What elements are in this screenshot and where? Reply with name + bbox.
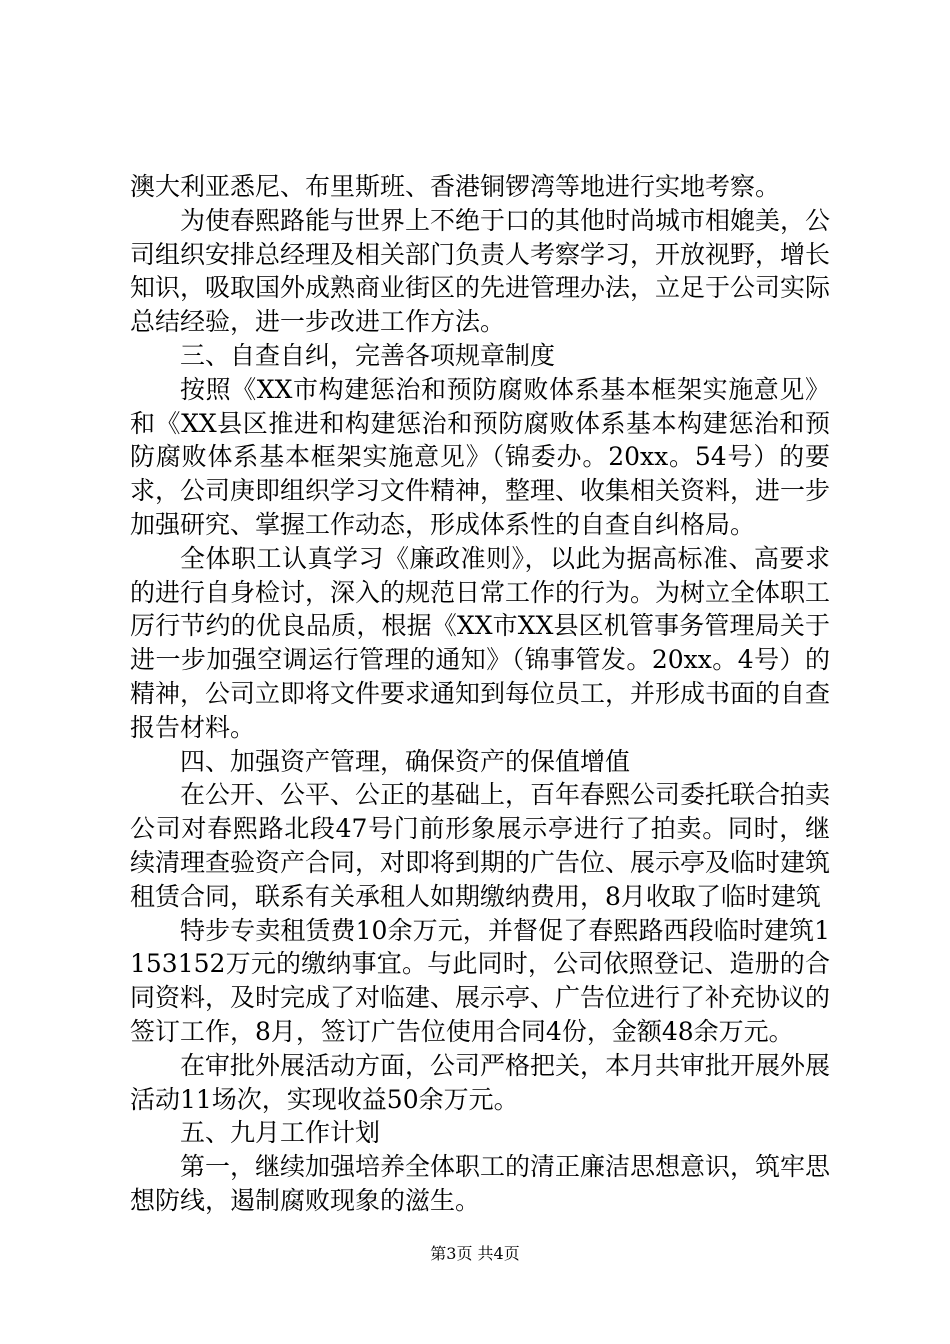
paragraph: 澳大利亚悉尼、布里斯班、香港铜锣湾等地进行实地考察。 [130,172,781,201]
paragraph: 按照《XX市构建惩治和预防腐败体系基本框架实施意见》和《XX县区推进和构建惩治和预防腐败体系基本构建惩治和预防腐败体系基本框架实施意见》（锦委办。20xx。54号）的要求，公司庚即组织学习文件精神，整理、收集相关资料，进一步加强研究、掌握工作动态，形成体系性的自查自纠格局。 [130,374,831,539]
section-heading: 三、自查自纠，完善各项规章制度 [180,340,556,370]
section-heading: 五、九月工作计划 [180,1118,381,1148]
paragraph: 全体职工认真学习《廉政准则》，以此为据高标准、高要求的进行自身检讨，深入的规范日常工作的行为。为树立全体职工厉行节约的优良品质，根据《XX市XX县区机管事务管理局关于进一步加强空调运行管理的通知》（锦事管发。20xx。4号）的精神，公司立即将文件要求通知到每位员工，并形成书面的自查报告材料。 [130,543,831,742]
paragraph: 在公开、公平、公正的基础上，百年春熙公司委托联合拍卖公司对春熙路北段47号门前形象展示亭进行了拍卖。同时，继续清理查验资产合同，对即将到期的广告位、展示亭及临时建筑租赁合同，联系有关承租人如期缴纳费用，8月收取了临时建筑 [130,780,831,911]
page-footer: 第3页 共4页 [430,1244,520,1263]
document-body [130,170,830,1218]
paragraph: 第一，继续加强培养全体职工的清正廉洁思想意识，筑牢思想防线，遏制腐败现象的滋生。 [130,1152,831,1215]
paragraph: 为使春熙路能与世界上不绝于口的其他时尚城市相媲美，公司组织安排总经理及相关部门负责人考察学习，开放视野，增长知识，吸取国外成熟商业街区的先进管理办法，立足于公司实际总结经验，进一步改进工作方法。 [130,205,831,337]
paragraph: 在审批外展活动方面，公司严格把关，本月共审批开展外展活动11场次，实现收益50余万元。 [130,1050,831,1114]
section-heading: 四、加强资产管理，确保资产的保值增值 [180,746,631,776]
paragraph: 特步专卖租赁费10余万元，并督促了春熙路西段临时建筑1153152万元的缴纳事宜。与此同时，公司依照登记、造册的合同资料，及时完成了对临建、展示亭、广告位进行了补充协议的签订工作，8月，签订广告位使用合同4份，金额48余万元。 [130,915,831,1046]
